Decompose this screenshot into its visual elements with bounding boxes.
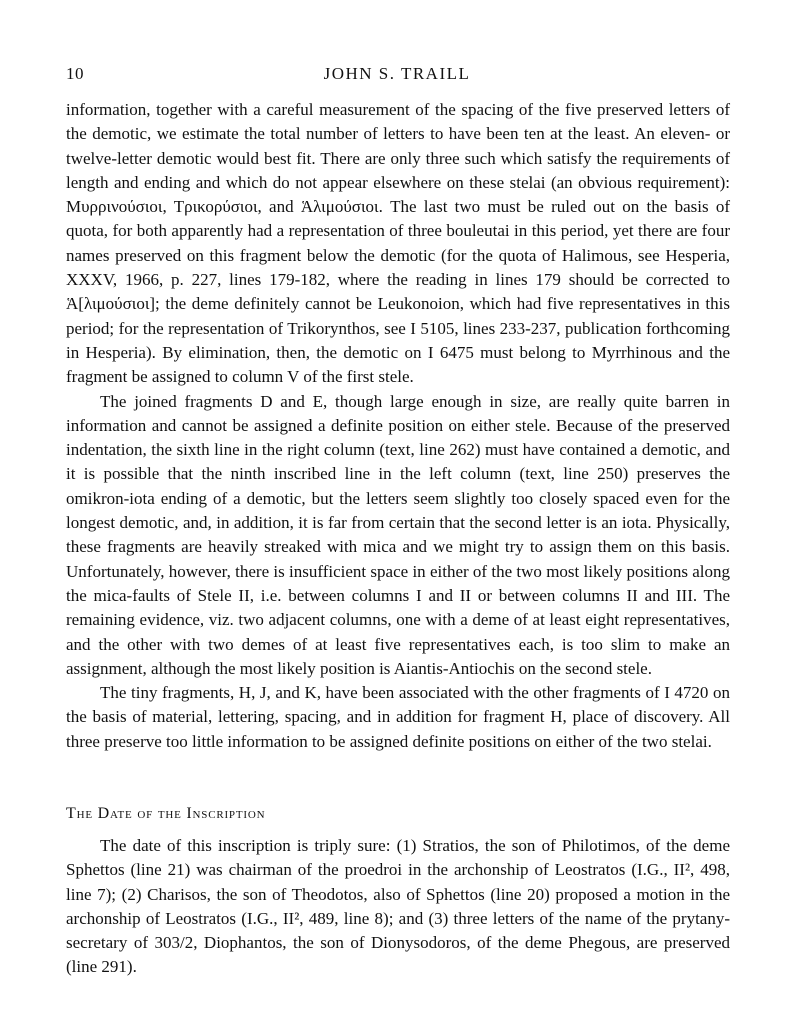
section-heading: The Date of the Inscription	[66, 805, 266, 822]
paragraph-3: The tiny fragments, H, J, and K, have been associated with the other fragments of I 4720 on the basis of material, lettering, spacing, and in addition for fragment H, place of discovery. All three preserve too little information to be assigned definite positions on either of the two stelai.	[66, 683, 730, 751]
section-body	[66, 834, 730, 980]
running-head: JOHN S. TRAILL	[323, 64, 471, 83]
section-paragraph: The date of this inscription is triply sure: (1) Stratios, the son of Philotimos, of the deme Sphettos (line 21) was chairman of the proedroi in the archonship of Leostratos (I.G., II², 498, line 7); (2) Charisos, the son of Theodotos, also of Sphettos (line 20) proposed a motion in the archonship of Leostratos (I.G., II², 489, line 8); and (3) three letters of the name of the prytany-secretary of 303/2, Diophantos, the son of Dionysodoros, of the deme Phegous, are preserved (line 291).	[66, 836, 730, 977]
page-number: 10	[66, 64, 84, 83]
paragraph-1: information, together with a careful measurement of the spacing of the five preserved letters of the demotic, we estimate the total number of letters to have been ten at the least. An eleven- or twelve-letter demotic would best fit. There are only three such which satisfy the requirements of length and ending and which do not appear elsewhere on these stelai (an obvious requirement): Μυρρινούσιοι, Τρικορύσιοι, and Ἁλιμούσιοι. The last two must be ruled out on the basis of quota, for both apparently had a representation of three bouleutai in this period, yet there are four names preserved on this fragment below the demotic (for the quota of Halimous, see Hesperia, XXXV, 1966, p. 227, lines 179-182, where the reading in lines 179 should be corrected to Ἁ[λιμούσιοι]; the deme definitely cannot be Leukonoion, which had five representatives in this period; for the representation of Trikorynthos, see I 5105, lines 233-237, publication forthcoming in Hesperia). By elimination, then, the demotic on I 6475 must belong to Myrrhinous and the fragment be assigned to column V of the first stele.	[66, 100, 730, 387]
body-text	[66, 98, 730, 754]
page-header	[66, 64, 728, 86]
paragraph-2: The joined fragments D and E, though large enough in size, are really quite barren in information and cannot be assigned a definite position on either stele. Because of the preserved indentation, the sixth line in the right column (text, line 262) must have contained a demotic, and it is possible that the ninth inscribed line in the left column (text, line 250) preserves the omikron-iota ending of a demotic, but the letters seem slightly too closely spaced even for the longest demotic, and, in addition, it is far from certain that the second letter is an iota. Physically, these fragments are heavily streaked with mica and we might try to assign them on this basis. Unfortunately, however, there is insufficient space in either of the two most likely positions along the mica-faults of Stele II, i.e. between columns I and II or between columns II and III. The remaining evidence, viz. two adjacent columns, one with a deme of at least eight representatives, and the other with two demes of at least five representatives each, is too slim to make an assignment, although the most likely position is Aiantis-Antiochis on the second stele.	[66, 391, 730, 678]
